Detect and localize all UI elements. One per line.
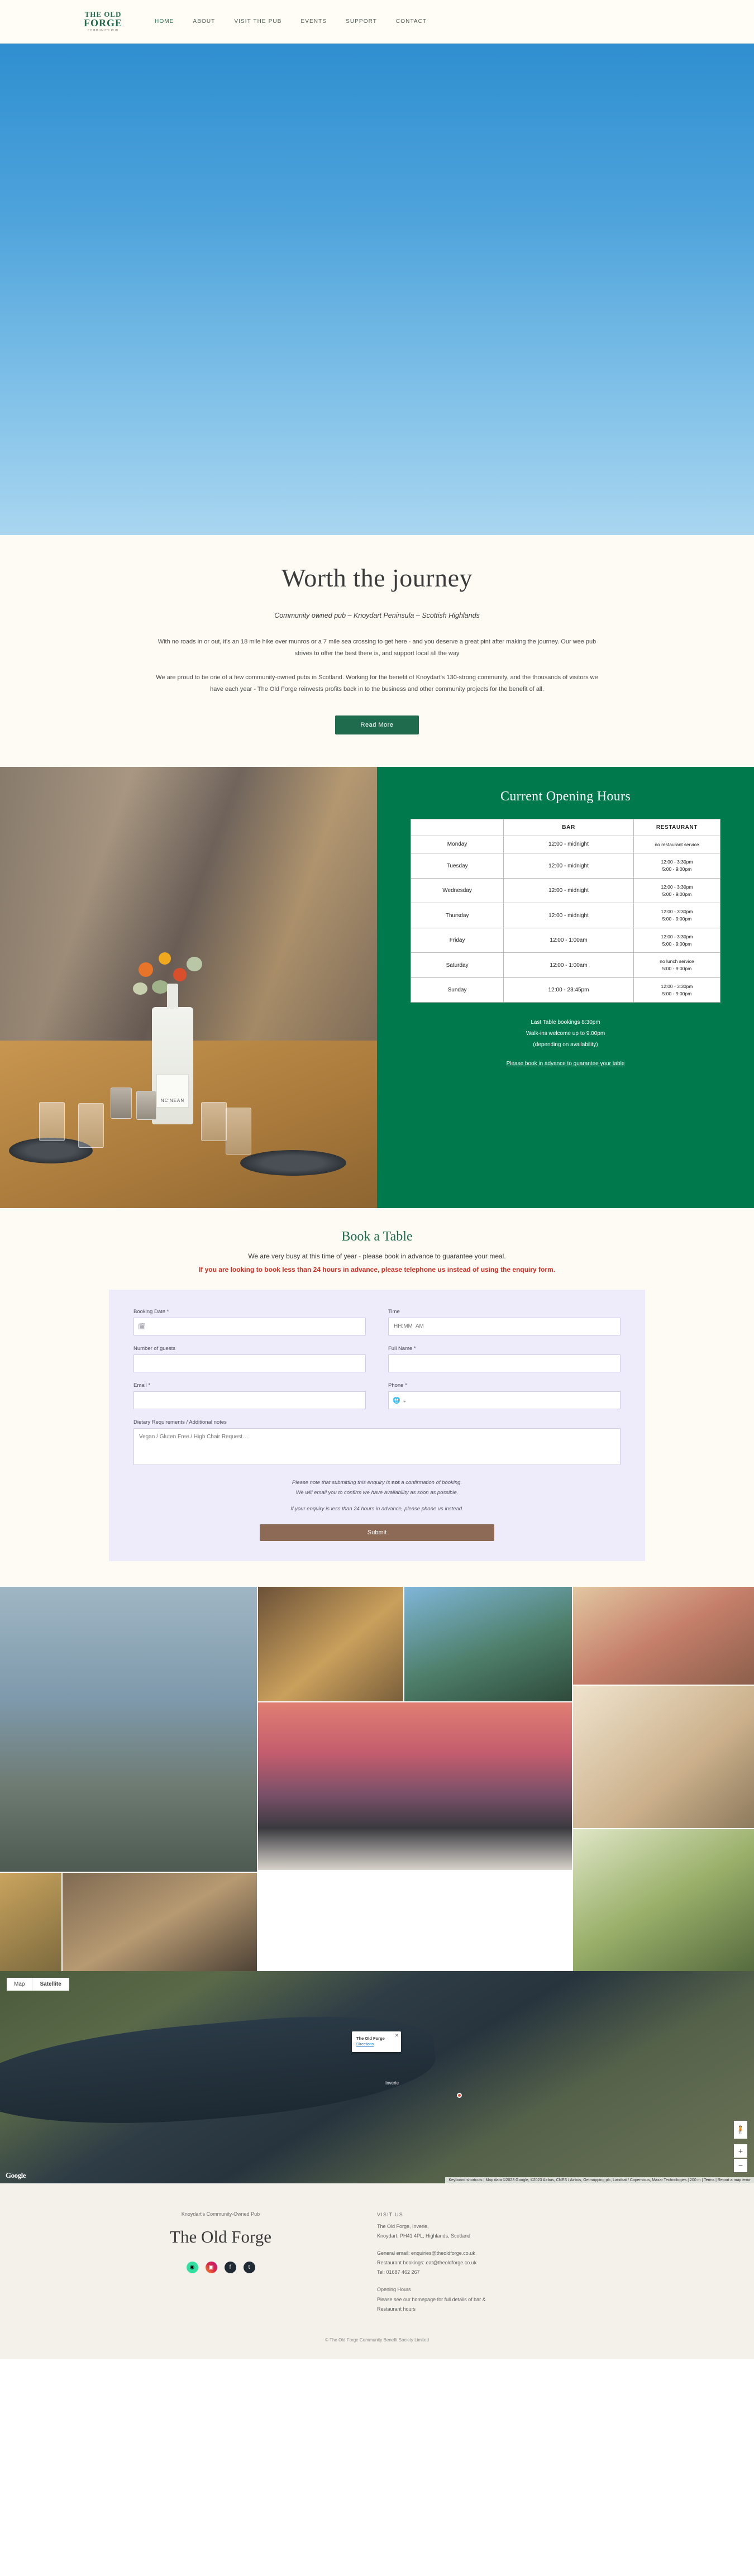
intro-paragraph-1: With no roads in or out, it's an 18 mile hike over munros or a 7 mile sea crossing to get here - and you deserve a great pint after making the journey. Our wee pub strives to offer the best there is, and support local all the way xyxy=(158,638,596,657)
nav-item-contact[interactable]: CONTACT xyxy=(395,18,427,25)
food-bowl-photo[interactable] xyxy=(0,1873,61,1971)
loch-water xyxy=(0,2005,439,2140)
photo-gallery xyxy=(0,1587,754,1971)
map-directions-link[interactable]: Directions xyxy=(356,2042,374,2047)
gin-bottle xyxy=(152,1007,193,1124)
opening-hours-panel xyxy=(377,767,754,1208)
booking-warning: If you are looking to book less than 24 hours in advance, please telephone us instead of using the enquiry form. xyxy=(198,1265,556,1273)
hours-bar-cell: 12:00 - midnight xyxy=(504,903,634,928)
hero-banner-image xyxy=(0,44,754,535)
footer-address-line-1: The Old Forge, Inverie, xyxy=(377,2223,429,2229)
table-row xyxy=(411,977,720,1003)
table-row xyxy=(411,836,720,853)
seafood-platter-photo[interactable] xyxy=(573,1587,754,1685)
pub-table-photo xyxy=(0,767,377,1208)
nav-item-visit-the-pub[interactable]: VISIT THE PUB xyxy=(234,18,282,25)
site-logo[interactable] xyxy=(84,11,122,32)
green-plate-photo[interactable] xyxy=(573,1829,754,1971)
map-type-map-button[interactable]: Map xyxy=(7,1978,32,1991)
facebook-icon[interactable]: f xyxy=(225,2262,236,2273)
street-view-pegman-icon[interactable]: 🧍 xyxy=(734,2121,747,2139)
opening-hours-table xyxy=(411,819,720,1003)
booking-form xyxy=(109,1290,645,1561)
water-glass xyxy=(226,1108,251,1155)
read-more-button[interactable]: Read More xyxy=(335,715,419,734)
hours-restaurant-cell: no lunch service 5:00 - 9:00pm xyxy=(633,953,720,978)
book-in-advance-link[interactable]: Please book in advance to guarantee your table xyxy=(506,1061,625,1067)
footer-telephone[interactable]: Tel: 01687 462 267 xyxy=(377,2269,420,2276)
hours-bar-cell: 12:00 - 1:00am xyxy=(504,928,634,953)
tripadvisor-icon[interactable]: ◉ xyxy=(187,2262,198,2273)
hours-day-cell: Thursday xyxy=(411,903,504,928)
opening-hours-section xyxy=(0,767,754,1208)
intro-section xyxy=(0,535,754,767)
footer-hours-note: Please see our homepage for full details of bar & xyxy=(377,2296,486,2302)
sunset-pub-exterior-photo[interactable] xyxy=(258,1702,572,1870)
footer-visit-heading: VISIT US xyxy=(377,2211,403,2217)
table-row xyxy=(411,928,720,953)
hours-bar-cell: 12:00 - 23:45pm xyxy=(504,977,634,1003)
hours-restaurant-cell: 12:00 - 3:30pm 5:00 - 9:00pm xyxy=(633,853,720,879)
nav-item-about[interactable]: ABOUT xyxy=(193,18,216,25)
main-nav xyxy=(155,18,427,25)
water-glass xyxy=(201,1102,227,1141)
flag-dropdown-icon[interactable]: 🌐 ⌄ xyxy=(393,1397,407,1404)
plated-dinner-photo[interactable] xyxy=(258,1587,403,1701)
opening-hours-title: Current Opening Hours xyxy=(500,789,631,804)
footer-address-line-2: Knoydart, PH41 4PL, Highlands, Scotland xyxy=(377,2233,471,2239)
note-last-booking: Last Table bookings 8:30pm xyxy=(531,1019,600,1026)
hours-restaurant-cell: no restaurant service xyxy=(633,836,720,853)
table-row xyxy=(411,953,720,978)
col-header-restaurant: RESTAURANT xyxy=(633,819,720,836)
intro-tagline: Community owned pub – Knoydart Peninsula – Scottish Highlands xyxy=(274,612,480,619)
map-info-title: The Old Forge xyxy=(356,2035,385,2041)
booking-note-a-pre: Please note that submitting this enquiry is xyxy=(292,1479,392,1486)
map-marker-icon[interactable] xyxy=(457,2093,462,2098)
table-row xyxy=(411,853,720,879)
intro-paragraph-2: We are proud to be one of a few community-owned pubs in Scotland. Working for the benefit of Knoydart's 130-strong community, and the thousands of visitors we have each year - The Old Forge reinvests profits back in to the business and other community projects for the benefit of all. xyxy=(156,674,598,693)
booking-date-label: Booking Date * xyxy=(133,1308,169,1315)
calendar-icon: 🗓 xyxy=(138,1323,146,1330)
booking-note-b: We will email you to confirm we have availability as soon as possible. xyxy=(295,1489,459,1496)
submit-button[interactable]: Submit xyxy=(260,1524,494,1541)
logo-line-2: FORGE xyxy=(84,17,123,28)
note-walk-ins: Walk-ins welcome up to 9.00pm xyxy=(526,1031,605,1037)
salt-shaker xyxy=(111,1087,132,1119)
close-icon[interactable]: ✕ xyxy=(394,2032,399,2038)
booking-title: Book a Table xyxy=(341,1229,413,1244)
map-type-satellite-button[interactable]: Satellite xyxy=(32,1978,69,1991)
hours-restaurant-cell: 12:00 - 3:30pm 5:00 - 9:00pm xyxy=(633,977,720,1003)
map-place-label: Inverie xyxy=(385,2080,399,2086)
booking-date-input[interactable] xyxy=(133,1318,366,1335)
water-glass xyxy=(78,1103,104,1148)
dietary-textarea[interactable] xyxy=(133,1428,621,1465)
hours-day-cell: Tuesday xyxy=(411,853,504,879)
hours-day-cell: Wednesday xyxy=(411,878,504,903)
opening-hours-notes xyxy=(411,1017,720,1051)
copyright-text: © The Old Forge Community Benefit Society Limited xyxy=(325,2337,429,2343)
hours-restaurant-cell: 12:00 - 3:30pm 5:00 - 9:00pm xyxy=(633,928,720,953)
nav-item-events[interactable]: EVENTS xyxy=(300,18,327,25)
map-info-card[interactable] xyxy=(352,2031,401,2052)
phone-label: Phone * xyxy=(388,1382,407,1389)
guests-input[interactable] xyxy=(133,1354,366,1372)
time-input[interactable] xyxy=(388,1318,621,1335)
dietary-label: Dietary Requirements / Additional notes xyxy=(133,1419,227,1425)
site-header xyxy=(0,0,754,44)
footer-brand-name: The Old Forge xyxy=(170,2226,271,2246)
time-label: Time xyxy=(388,1308,400,1315)
hours-day-cell: Friday xyxy=(411,928,504,953)
zoom-out-button[interactable]: − xyxy=(734,2159,747,2172)
table-row xyxy=(411,878,720,903)
booking-note-a-post: a confirmation of booking. xyxy=(399,1479,462,1486)
twitter-icon[interactable]: t xyxy=(244,2262,255,2273)
footer-email-bookings[interactable]: Restaurant bookings: eat@theoldforge.co.uk xyxy=(377,2260,477,2266)
note-availability: (depending on availability) xyxy=(533,1042,598,1048)
email-input[interactable] xyxy=(133,1391,366,1409)
footer-hours-heading: Opening Hours xyxy=(377,2287,411,2293)
hours-restaurant-cell: 12:00 - 3:30pm 5:00 - 9:00pm xyxy=(633,903,720,928)
bottle-label: NC'NEAN xyxy=(156,1074,189,1108)
hours-day-cell: Saturday xyxy=(411,953,504,978)
email-label: Email * xyxy=(133,1382,151,1389)
dinner-plate xyxy=(240,1150,346,1176)
fullname-input[interactable] xyxy=(388,1354,621,1372)
cheers-group-photo[interactable] xyxy=(404,1587,572,1701)
col-header-bar: BAR xyxy=(504,819,634,836)
booking-note-a-bold: not xyxy=(391,1479,400,1486)
booking-note-c: If your enquiry is less than 24 hours in advance, please phone us instead. xyxy=(290,1505,464,1512)
map-type-switcher xyxy=(7,1978,69,1991)
hours-day-cell: Monday xyxy=(411,836,504,853)
pub-interior-diners-photo[interactable] xyxy=(63,1873,257,1971)
booking-subtitle: We are very busy at this time of year - please book in advance to guarantee your meal. xyxy=(248,1252,506,1260)
booking-note-block xyxy=(133,1478,621,1498)
hours-day-cell: Sunday xyxy=(411,977,504,1003)
hours-bar-cell: 12:00 - midnight xyxy=(504,878,634,903)
location-map[interactable] xyxy=(0,1971,754,2183)
booking-section xyxy=(0,1208,754,1587)
phone-input[interactable] xyxy=(388,1391,621,1409)
hours-restaurant-cell: 12:00 - 3:30pm 5:00 - 9:00pm xyxy=(633,878,720,903)
footer-hours-note-2: Restaurant hours xyxy=(377,2306,416,2312)
zoom-in-button[interactable]: + xyxy=(734,2144,747,2158)
nav-item-support[interactable]: SUPPORT xyxy=(346,18,377,25)
hours-bar-cell: 12:00 - midnight xyxy=(504,853,634,879)
fullname-label: Full Name * xyxy=(388,1345,416,1352)
pepper-shaker xyxy=(136,1091,156,1120)
table-row xyxy=(411,903,720,928)
logo-line-1: THE OLD xyxy=(84,10,122,18)
nav-item-home[interactable]: HOME xyxy=(155,18,174,25)
hours-bar-cell: 12:00 - midnight xyxy=(504,836,634,853)
google-logo: Google xyxy=(6,2170,26,2179)
col-header-blank xyxy=(411,819,504,836)
guests-label: Number of guests xyxy=(133,1345,175,1352)
hours-bar-cell: 12:00 - 1:00am xyxy=(504,953,634,978)
social-links xyxy=(64,2262,377,2273)
water-glass xyxy=(39,1102,65,1141)
site-footer xyxy=(0,2183,754,2359)
footer-tagline: Knoydart's Community-Owned Pub xyxy=(181,2211,260,2217)
bread-board-photo[interactable] xyxy=(573,1686,754,1828)
page-title: Worth the journey xyxy=(281,564,473,592)
logo-subtitle: COMMUNITY PUB xyxy=(87,29,119,32)
instagram-icon[interactable]: ▣ xyxy=(206,2262,217,2273)
footer-email-general[interactable]: General email: enquiries@theoldforge.co.uk xyxy=(377,2250,475,2257)
bottle-on-beach-photo[interactable] xyxy=(0,1587,257,1872)
map-attribution: Keyboard shortcuts | Map data ©2023 Google, ©2023 Airbus, CNES / Airbus, Getmapping plc, Landsat / Copernicus, Maxar Technologies | 200 m | Terms | Report a map error xyxy=(445,2177,754,2183)
